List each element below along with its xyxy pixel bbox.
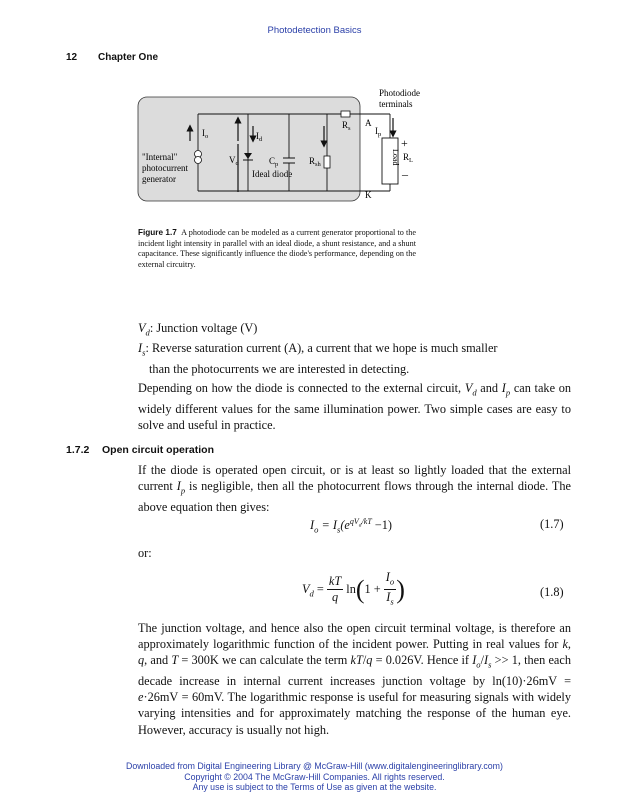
terminal-k-label: K	[365, 190, 372, 200]
io-label: $I_o$	[202, 128, 209, 140]
or-label: or:	[138, 546, 152, 560]
equation-1-8: $V_d$ = $\frac{kT}{q}$ ln(1 + $\frac{I_o}{I_s}$ )	[302, 570, 405, 607]
rs-label: $R_s$	[342, 120, 351, 132]
section-heading: 1.7.2 Open circuit operation	[66, 444, 215, 456]
rl-label: $R_L$	[403, 152, 413, 164]
paragraph-junction-voltage: The junction voltage, and hence also the open circuit terminal voltage, is therefore an approximately logarithmic function of the incident power. Putting in real values for k, q, and T = 300K we can calculate the term kT/q = 0.026V. Hence if $I_o/I_s >> 1$, then each decade increase in internal current increases junction voltage by ln(10)·26mV = e·26mV = 60mV. The logarithmic response is useful for measuring signals with widely varying intensities and for approximately matching the response of the human eye. However, accuracy is usually not high.	[138, 621, 571, 737]
vd-label: $V_d$	[229, 155, 239, 167]
id-label: $I_d$	[256, 131, 263, 143]
rsh-label: $R_{sh}$	[309, 156, 321, 168]
series-resistor-icon	[341, 111, 350, 117]
ip-label: $I_p$	[375, 126, 382, 138]
shunt-resistor-icon	[324, 156, 330, 168]
running-title: Photodetection Basics	[267, 25, 362, 36]
internal-generator-label: "Internal" photocurrent generator	[142, 152, 188, 184]
footer-line-2: Copyright © 2004 The McGraw-Hill Companies. All rights reserved.	[184, 771, 445, 782]
terminals-label: Photodiode terminals	[379, 88, 421, 109]
equation-number-1-8: (1.8)	[540, 585, 564, 599]
terminal-a-label: A	[365, 118, 372, 128]
is-definition: $I_s$: Reverse saturation current (A), a current that we hope is much smaller than the photocurrents we are interested in detecting.	[138, 341, 498, 376]
equation-1-7: $I_o = I_s(e^{qV_d/kT} -1)$	[310, 517, 393, 535]
page-number: 12	[66, 52, 78, 63]
minus-sign: –	[402, 167, 408, 181]
equation-number-1-7: (1.7)	[540, 517, 564, 531]
figure-caption	[138, 228, 416, 270]
load-label: Load	[391, 149, 400, 166]
photodiode-circuit-figure	[136, 86, 426, 211]
caption-label: Figure 1.7	[138, 228, 177, 237]
plus-sign: +	[401, 136, 408, 150]
paragraph-connection: Depending on how the diode is connected to the external circuit, $V_d$ and $I_p$ can take on widely different values for the same illumination power. Two simple cases are easy to solve and useful in practice.	[138, 381, 571, 432]
paragraph-open-circuit: If the diode is operated open circuit, or is at least so lightly loaded that the external current $I_p$ is negligible, then all the photocurrent flows through the internal diode. The above equation then gives:	[138, 463, 571, 514]
caption-text: A photodiode can be modeled as a current generator proportional to the incident light intensity in parallel with an ideal diode, a shunt resistance, and a shunt capacitance. These significantly influence the diode's performance, depending on the external circuitry.	[138, 228, 416, 269]
cp-label: $C_p$	[269, 156, 279, 168]
ideal-diode-label: Ideal diode	[252, 169, 293, 179]
footer-line-3: Any use is subject to the Terms of Use as given at the website.	[192, 782, 437, 792]
footer-line-1[interactable]: Downloaded from Digital Engineering Library @ McGraw-Hill (www.digitalengineeringlibrary.com)	[126, 761, 503, 771]
chapter-title: Chapter One	[98, 52, 159, 63]
vd-definition: $V_d$: Junction voltage (V)	[138, 321, 258, 338]
footer	[0, 761, 629, 793]
